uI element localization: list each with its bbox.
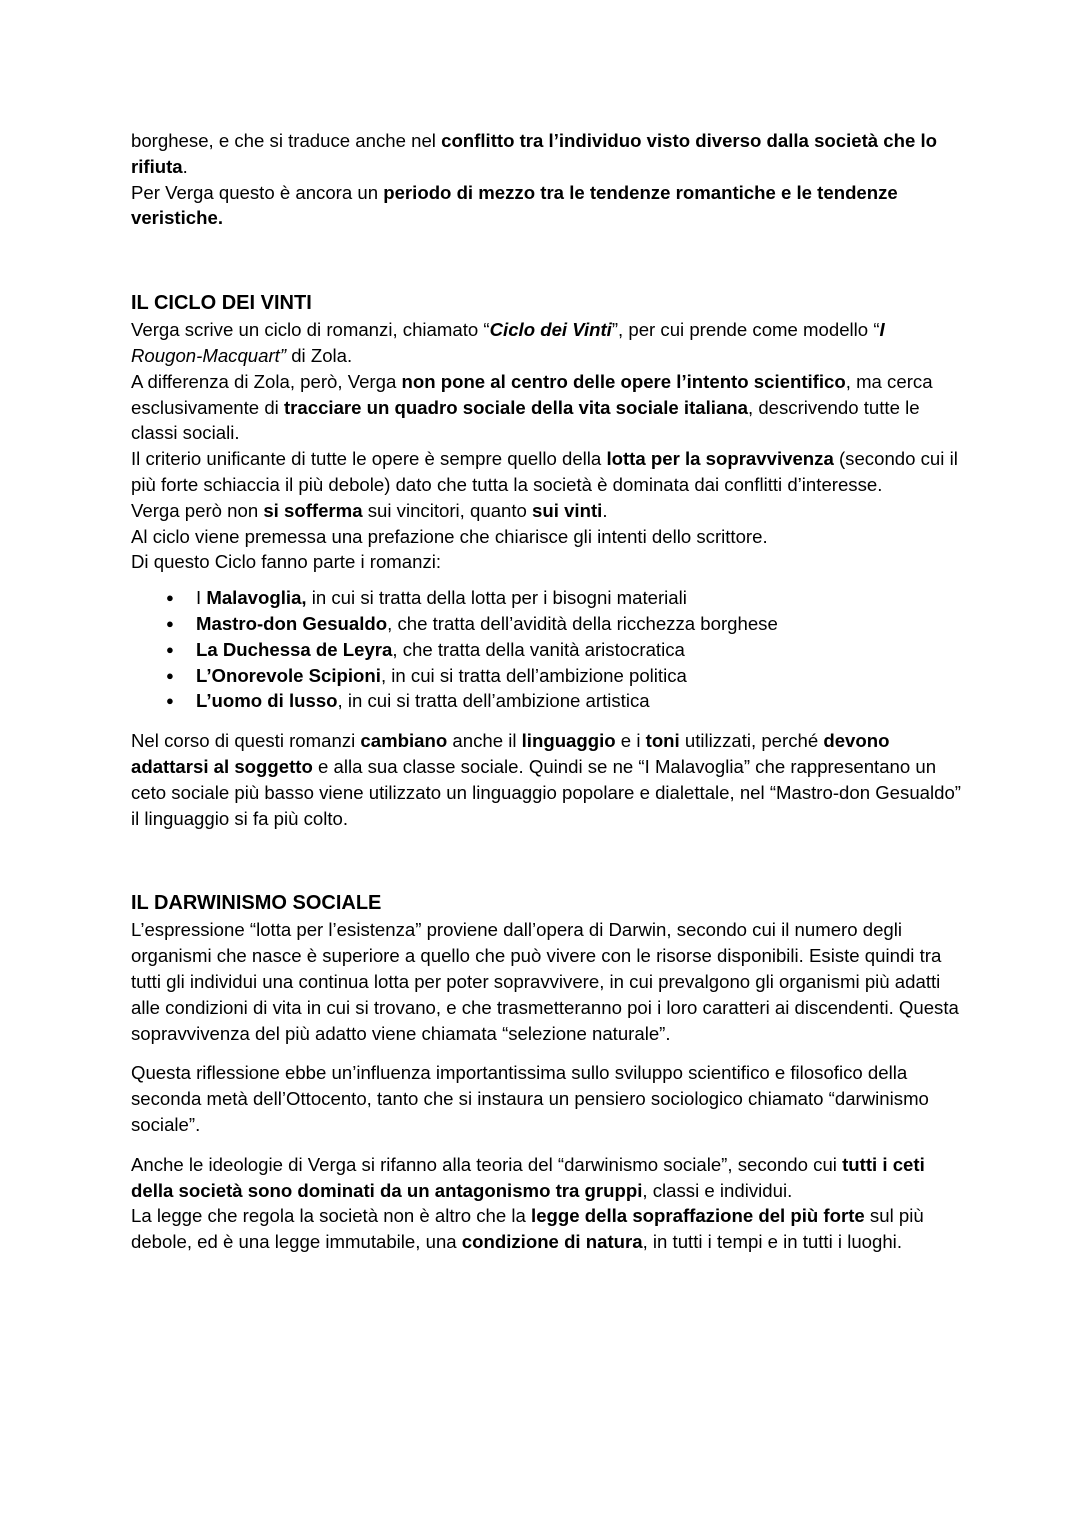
intro-paragraph-1: borghese, e che si traduce anche nel conflitto tra l’individuo visto diverso dalla società che lo rifiuta. bbox=[131, 130, 938, 177]
bold-text: periodo di mezzo tra le tendenze romantiche e le tendenze veristiche. bbox=[131, 181, 898, 229]
bold-text: L’uomo di lusso bbox=[196, 690, 338, 712]
bold-text: sui vinti bbox=[532, 499, 603, 521]
bold-text: linguaggio bbox=[521, 730, 616, 752]
bold-text: devono adattarsi al soggetto bbox=[131, 730, 890, 777]
bold-text: Ciclo dei Vinti bbox=[489, 319, 612, 341]
ciclo-paragraph-1: Verga scrive un ciclo di romanzi, chiamato “Ciclo dei Vinti”, per cui prende come modello “I Rougon-Macquart” di Zola. bbox=[131, 319, 885, 366]
bold-text: cambiano bbox=[360, 730, 448, 752]
bold-text: toni bbox=[645, 730, 680, 752]
ciclo-paragraph-5: Al ciclo viene premessa una prefazione che chiarisce gli intenti dello scrittore. bbox=[131, 525, 768, 547]
list-item: ● Mastro-don Gesualdo, che tratta dell’avidità della ricchezza borghese bbox=[131, 611, 961, 637]
darwinismo-paragraph-3: Anche le ideologie di Verga si rifanno alla teoria del “darwinismo sociale”, secondo cui tutti i ceti della società sono dominati da un antagonismo tra gruppi, classi e individui. bbox=[131, 1153, 925, 1201]
list-item: ● I Malavoglia, in cui si tratta della lotta per i bisogni materiali bbox=[131, 585, 961, 611]
bold-text: non pone al centro delle opere l’intento scientifico bbox=[401, 370, 846, 392]
bold-text: tracciare un quadro sociale della vita sociale italiana bbox=[283, 396, 748, 418]
intro-paragraph-2: Per Verga questo è ancora un periodo di mezzo tra le tendenze romantiche e le tendenze veristiche. bbox=[131, 181, 898, 229]
bold-text: si sofferma bbox=[263, 499, 363, 521]
bold-text: legge della sopraffazione del più forte bbox=[531, 1205, 865, 1227]
bold-text: conflitto tra l’individuo visto diverso dalla società che lo rifiuta bbox=[131, 130, 938, 177]
ciclo-paragraph-2: A differenza di Zola, però, Verga non pone al centro delle opere l’intento scientifico, ma cerca esclusivamente di tracciare un quadro sociale della vita sociale italiana, descrivendo tutte le classi sociali. bbox=[131, 370, 933, 444]
darwinismo-paragraph-4: La legge che regola la società non è altro che la legge della sopraffazione del più forte sul più debole, ed è una legge immutabile, una condizione di natura, in tutti i tempi e in tutti i luoghi. bbox=[131, 1205, 924, 1253]
ciclo-paragraph-4: Verga però non si sofferma sui vincitori, quanto sui vinti. bbox=[131, 499, 608, 521]
ciclo-paragraph-6: Di questo Ciclo fanno parte i romanzi: bbox=[131, 551, 442, 573]
bold-text: condizione di natura bbox=[461, 1231, 643, 1253]
ciclo-paragraph-7: Nel corso di questi romanzi cambiano anche il linguaggio e i toni utilizzati, perché devono adattarsi al soggetto e alla sua classe sociale. Quindi se ne “I Malavoglia” che rappresentano un ceto sociale più basso viene utilizzato un linguaggio popolare e dialettale, nel “Mastro-don Gesualdo” il linguaggio si fa più colto. bbox=[131, 730, 962, 829]
section-title-ciclo-dei-vinti: IL CICLO DEI VINTI bbox=[131, 292, 312, 315]
darwinismo-paragraph-2: Questa riflessione ebbe un’influenza importantissima sullo sviluppo scientifico e filosofico della seconda metà dell’Ottocento, tanto che si instaura un pensiero sociologico chiamato “darwinismo sociale”. bbox=[131, 1062, 929, 1135]
italic-text: Rougon-Macquart” bbox=[131, 344, 287, 366]
list-item: ● L’uomo di lusso, in cui si tratta dell’ambizione artistica bbox=[131, 688, 961, 714]
bold-text: lotta per la sopravvivenza bbox=[606, 448, 834, 470]
bold-text: I bbox=[879, 319, 885, 341]
list-item: ● La Duchessa de Leyra, che tratta della vanità aristocratica bbox=[131, 637, 961, 663]
bold-text: tutti i ceti della società sono dominati da un antagonismo tra gruppi bbox=[131, 1153, 925, 1201]
bold-text: L’Onorevole Scipioni bbox=[196, 664, 381, 686]
document-page bbox=[131, 128, 961, 1255]
bold-text: La Duchessa de Leyra bbox=[196, 638, 393, 660]
bold-text: Mastro-don Gesualdo bbox=[196, 612, 388, 634]
novels-list bbox=[131, 585, 961, 714]
list-item: ● L’Onorevole Scipioni, in cui si tratta dell’ambizione politica bbox=[131, 663, 961, 689]
bold-text: Malavoglia, bbox=[206, 587, 307, 609]
ciclo-paragraph-3: Il criterio unificante di tutte le opere è sempre quello della lotta per la sopravvivenza (secondo cui il più forte schiaccia il più debole) dato che tutta la società è dominata dai conflitti d’interesse. bbox=[131, 448, 958, 495]
darwinismo-paragraph-1: L’espressione “lotta per l’esistenza” proviene dall’opera di Darwin, secondo cui il numero degli organismi che nasce è superiore a quello che può vivere con le risorse disponibili. Esiste quindi tra tutti gli individui una continua lotta per poter sopravvivere, in cui prevalgono gli organismi più adatti alle condizioni di vita in cui si trovano, e che trasmetteranno poi i loro caratteri ai discendenti. Questa sopravvivenza del più adatto viene chiamata “selezione naturale”. bbox=[131, 919, 959, 1044]
section-title-darwinismo-sociale: IL DARWINISMO SOCIALE bbox=[131, 892, 382, 915]
